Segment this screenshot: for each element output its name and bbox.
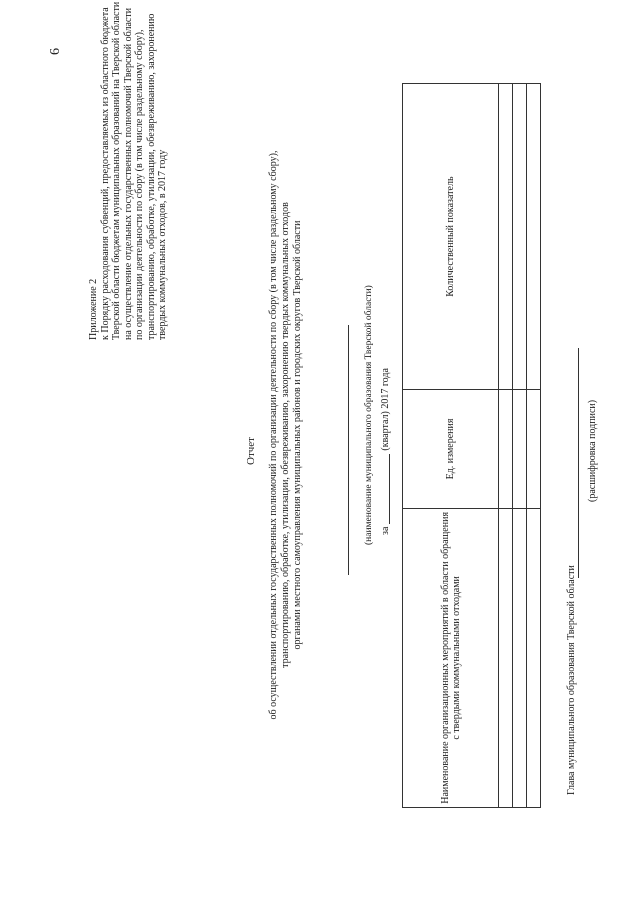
municipality-caption: (наименование муниципального образования Тверской области) <box>364 285 374 545</box>
report-description <box>268 85 304 785</box>
header-activities: Наименование организационных мероприятий в области обращения с твердыми коммунальными отходами <box>403 508 499 807</box>
signature-label: Глава муниципального образования Тверской области <box>566 565 577 795</box>
table-cell <box>527 508 541 807</box>
municipality-blank-line <box>348 325 349 575</box>
signature-line <box>578 348 579 578</box>
table-cell <box>513 84 527 390</box>
appendix-line: твердых коммунальных отходов, в 2017 году <box>157 149 168 340</box>
table-row <box>513 84 527 808</box>
header-quantity: Количественный показатель <box>403 84 499 390</box>
appendix-line: транспортированию, обработке, утилизации, обезвреживанию, захоронению <box>145 13 157 340</box>
period-suffix: (квартал) 2017 года <box>380 368 391 451</box>
table-cell <box>499 84 513 390</box>
table-header-row <box>403 84 499 808</box>
appendix-line: к Порядку расходования субвенций, предоставляемых из областного бюджета <box>99 7 111 340</box>
report-title: Отчет <box>245 437 257 465</box>
report-description-line: об осуществлении отдельных государственных полномочий по организации деятельности по сбору (в том числе раздельному сбору), <box>268 150 279 720</box>
table-cell <box>527 84 541 390</box>
period-blank <box>389 454 390 524</box>
table-cell <box>499 390 513 508</box>
report-description-line: органами местного самоуправления муниципальных районов и городских округов Тверской области <box>292 220 303 650</box>
report-table <box>402 83 541 808</box>
report-description-line: транспортированию, обработке, утилизации, обезвреживанию, захоронению твердых коммунальных отходов <box>280 202 291 668</box>
table-cell <box>513 508 527 807</box>
appendix-header <box>88 2 169 340</box>
signature-caption: (расшифровка подписи) <box>587 399 598 502</box>
appendix-line: по организации деятельности по сбору (в том числе раздельному сбору), <box>134 29 145 340</box>
period-prefix: за <box>380 526 391 535</box>
table-row <box>527 84 541 808</box>
page-number: 6 <box>48 48 63 55</box>
appendix-line: на осуществление отдельных государственных полномочий Тверской области <box>122 7 134 340</box>
appendix-line: Тверской области бюджетам муниципальных образований на Тверской области <box>111 1 122 340</box>
table-cell <box>527 390 541 508</box>
table-cell <box>513 390 527 508</box>
report-period <box>380 368 391 535</box>
appendix-line: Приложение 2 <box>88 278 99 340</box>
table-row <box>499 84 513 808</box>
header-unit: Ед. измерения <box>403 390 499 508</box>
table-cell <box>499 508 513 807</box>
